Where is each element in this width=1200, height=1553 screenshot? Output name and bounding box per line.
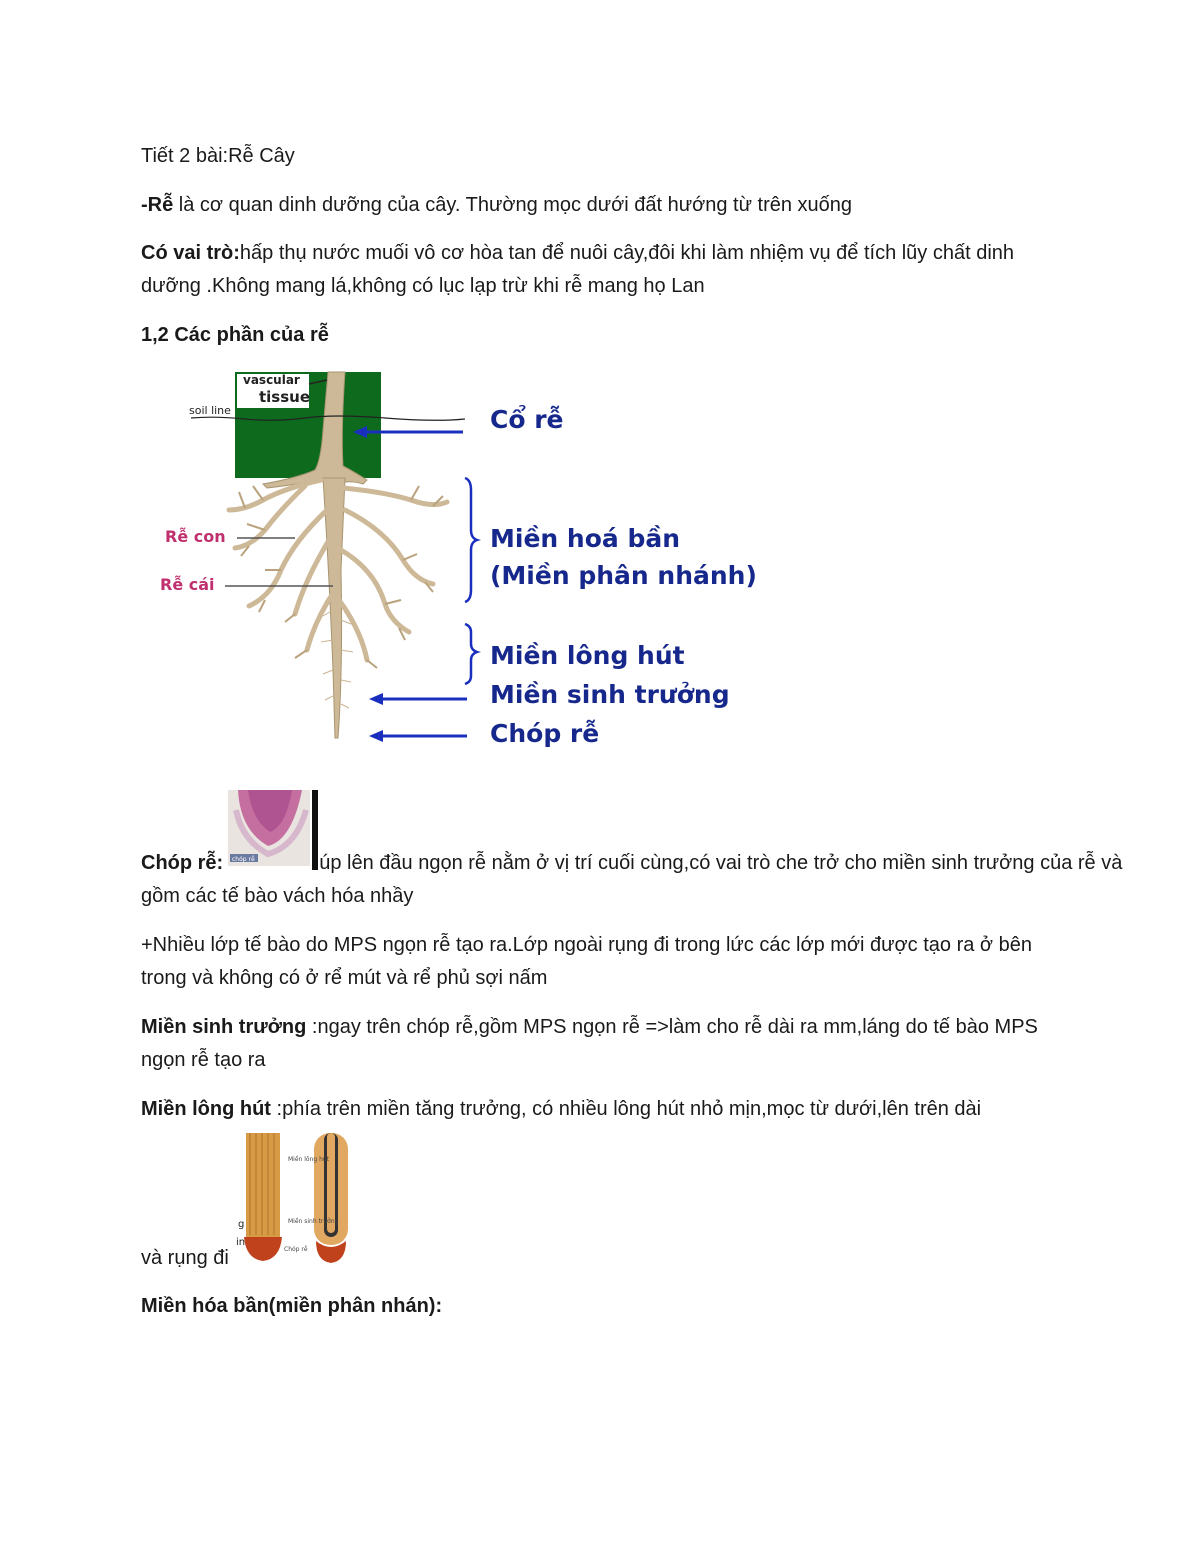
brace-hoa-ban — [465, 478, 477, 602]
tip-label-long-hut: Miền lông hút — [288, 1156, 330, 1163]
growth-text: :ngay trên chóp rễ,gồm MPS ngọn rễ =>làm cho rễ dài ra mm,láng do tế bào MPS ngọn rễ tạo ra — [141, 1016, 1038, 1071]
root-structure-diagram — [160, 370, 757, 760]
branch-heading-text: Miền hóa bần(miền phân nhán): — [141, 1295, 443, 1317]
growth-label: Miền sinh trưởng — [141, 1016, 307, 1038]
tip-side-label-2: in — [236, 1237, 246, 1248]
tip-side-label-1: g — [238, 1219, 245, 1230]
label-long-hut: Miền lông hút — [490, 641, 685, 670]
role-label: Có vai trò: — [141, 242, 240, 264]
label-re-con: Rễ con — [165, 527, 226, 546]
vascular-label-2: tissue — [259, 388, 311, 406]
hair-label: Miền lông hút — [141, 1098, 271, 1120]
label-sinh-truong: Miền sinh trưởng — [490, 680, 730, 709]
hair-tail-paragraph: và rụng đi — [141, 1247, 229, 1269]
growth-paragraph — [141, 1011, 1061, 1077]
tip-left-body — [246, 1133, 280, 1237]
arrow-sinh-truong-head — [369, 693, 383, 705]
hair-text: :phía trên miền tăng trưởng, có nhiều lông hút nhỏ mịn,mọc từ dưới,lên trên dài — [270, 1098, 982, 1120]
intro-text: là cơ quan dinh dưỡng của cây. Thường mọc dưới đất hướng từ trên xuống — [173, 194, 853, 216]
role-paragraph — [141, 237, 1061, 303]
micrograph-caption: chóp rễ — [232, 856, 255, 863]
label-phan-nhanh: (Miền phân nhánh) — [490, 561, 757, 590]
label-re-cai: Rễ cái — [160, 575, 215, 594]
branch-heading — [141, 1290, 1061, 1323]
vascular-label-1: vascular — [243, 373, 300, 387]
root-cap-paragraph — [141, 847, 1141, 913]
section-heading-text: 1,2 Các phần của rễ — [141, 324, 329, 346]
role-text: hấp thụ nước muối vô cơ hòa tan để nuôi cây,đôi khi làm nhiệm vụ để tích lũy chất dinh dưỡng .Không mang lá,không có lục lạp trừ khi rễ mang họ Lan — [141, 242, 1015, 297]
arrow-chop-re-head — [369, 730, 383, 742]
label-chop-re: Chóp rễ — [490, 719, 600, 748]
tip-label-sinh-truong: Miền sinh trưởng — [288, 1218, 339, 1225]
brace-long-hut — [465, 624, 477, 684]
label-hoa-ban: Miền hoá bần — [490, 524, 681, 553]
label-co-re: Cổ rễ — [490, 405, 564, 434]
root-cap-label: Chóp rễ: — [141, 852, 224, 874]
intro-paragraph — [141, 189, 1061, 222]
tip-label-chop-re: Chóp rễ — [284, 1246, 308, 1253]
intro-bold: -Rễ — [141, 194, 174, 216]
hair-paragraph — [141, 1093, 1061, 1126]
soil-line-label: soil line — [189, 404, 231, 417]
root-cap-text: úp lên đầu ngọn rễ nằm ở vị trí cuối cùng,có vai trò che trở cho miền sinh trưởng của rễ và gồm các tế bào vách hóa nhầy — [141, 852, 1123, 907]
layers-paragraph: +Nhiều lớp tế bào do MPS ngọn rễ tạo ra.Lớp ngoài rụng đi trong lức các lớp mới được tạo ra ở bên trong và không có ở rể mút và rể phủ sợi nấm — [141, 934, 1032, 989]
page-title: Tiết 2 bài:Rễ Cây — [141, 145, 295, 167]
section-heading — [141, 319, 1061, 352]
